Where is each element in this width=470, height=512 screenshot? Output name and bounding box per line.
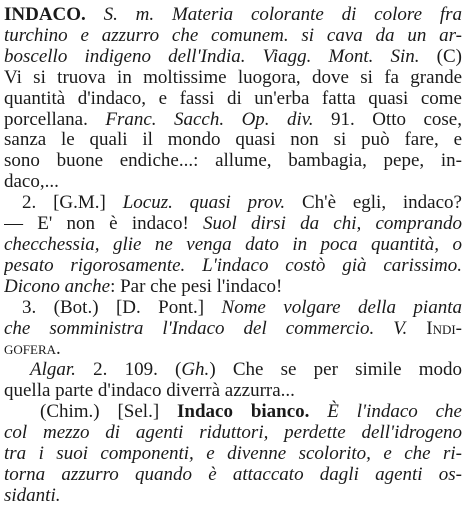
text-segment: Locuz. quasi prov. — [122, 192, 286, 214]
text-segment — [407, 318, 426, 339]
text-line — [4, 212, 462, 235]
text-segment: Algar. — [30, 359, 76, 381]
text-line — [4, 233, 462, 256]
text-segment: che somministra l'Indaco del commercio. V. — [4, 317, 408, 339]
text-segment: Dicono anche — [4, 275, 111, 297]
text-line — [4, 358, 462, 381]
text-segment: Gh. — [181, 359, 210, 381]
text-line — [4, 45, 462, 68]
text-line — [4, 128, 462, 151]
text-line — [4, 3, 462, 26]
text-segment: Ch'è egli, indaco? — [285, 192, 462, 214]
text-segment: sidanti. — [4, 484, 61, 506]
text-segment: (Chim.) [Sel.] — [40, 401, 178, 423]
text-line — [4, 400, 462, 423]
text-segment: Vi si truova in moltissime luogora, dove si fa grande — [4, 66, 462, 88]
text-line — [4, 24, 462, 47]
text-line — [4, 108, 462, 131]
text-segment: gofera. — [4, 338, 61, 360]
text-segment: (C) — [419, 45, 462, 67]
text-segment: daco,... — [4, 171, 59, 193]
text-segment: quella parte d'indaco diverrà azzurra... — [4, 380, 295, 402]
text-line — [4, 170, 59, 193]
text-line — [4, 87, 462, 110]
text-segment: 3. (Bot.) [D. Pont.] — [22, 296, 222, 318]
text-segment: sono buone endiche...: allume, bambagia, pepe, in- — [4, 150, 462, 172]
text-segment: : Par che pesi l'indaco! — [110, 275, 283, 297]
dictionary-entry — [4, 3, 464, 509]
text-segment: Nome volgare della pianta — [221, 296, 462, 318]
text-segment: È l'indaco che — [309, 401, 462, 423]
text-line — [4, 442, 462, 465]
text-line — [4, 317, 462, 340]
text-segment: quantità d'indaco, e fassi di un'erba fatta quasi come — [4, 87, 462, 109]
text-line — [4, 379, 295, 402]
text-segment: ) Che se per simile modo — [209, 359, 462, 381]
headword: INDACO. — [4, 4, 86, 25]
text-segment: col mezzo di agenti riduttori, perdette dell'idrogeno — [4, 422, 462, 443]
text-segment: — E' non è indaco! — [4, 213, 204, 234]
text-line — [4, 66, 462, 89]
text-line — [4, 275, 282, 298]
text-segment: pesato rigorosamente. L'indaco costò già carissimo. — [4, 254, 462, 276]
text-line — [4, 191, 462, 214]
text-segment: 2. [G.M.] — [22, 192, 123, 214]
text-segment: 2. 109. ( — [75, 359, 182, 381]
text-segment: S. m. Materia colorante di colore fra — [85, 4, 462, 25]
text-line — [4, 484, 60, 507]
text-segment: Franc. Sacch. Op. div. — [105, 108, 314, 130]
text-segment: porcellana. — [4, 108, 106, 130]
text-segment: Indaco bianco. — [177, 401, 310, 423]
text-line — [4, 337, 61, 360]
text-segment: 91. Otto cose, — [313, 108, 462, 130]
text-line — [4, 421, 462, 444]
text-line — [4, 463, 462, 486]
text-line — [4, 254, 462, 277]
text-line — [4, 296, 462, 319]
text-segment: tra i suoi componenti, e divenne scolorito, e che ri- — [4, 442, 462, 464]
text-segment: Indi- — [426, 317, 462, 339]
text-segment: sanza le quali il mondo quasi non si può fare, e — [4, 129, 462, 151]
text-segment: boscello indigeno dell'India. Viagg. Mont. Sin. — [4, 45, 420, 67]
text-segment: turchino e azzurro che comunem. si cava da un ar- — [4, 24, 462, 46]
text-segment: checchessia, glie ne venga dato in poca quantità, o — [4, 233, 462, 255]
text-segment: torna azzurro quando è attaccato dagli agenti os- — [4, 463, 462, 485]
text-segment: Suol dirsi da chi, comprando — [203, 213, 462, 234]
text-line — [4, 149, 462, 172]
